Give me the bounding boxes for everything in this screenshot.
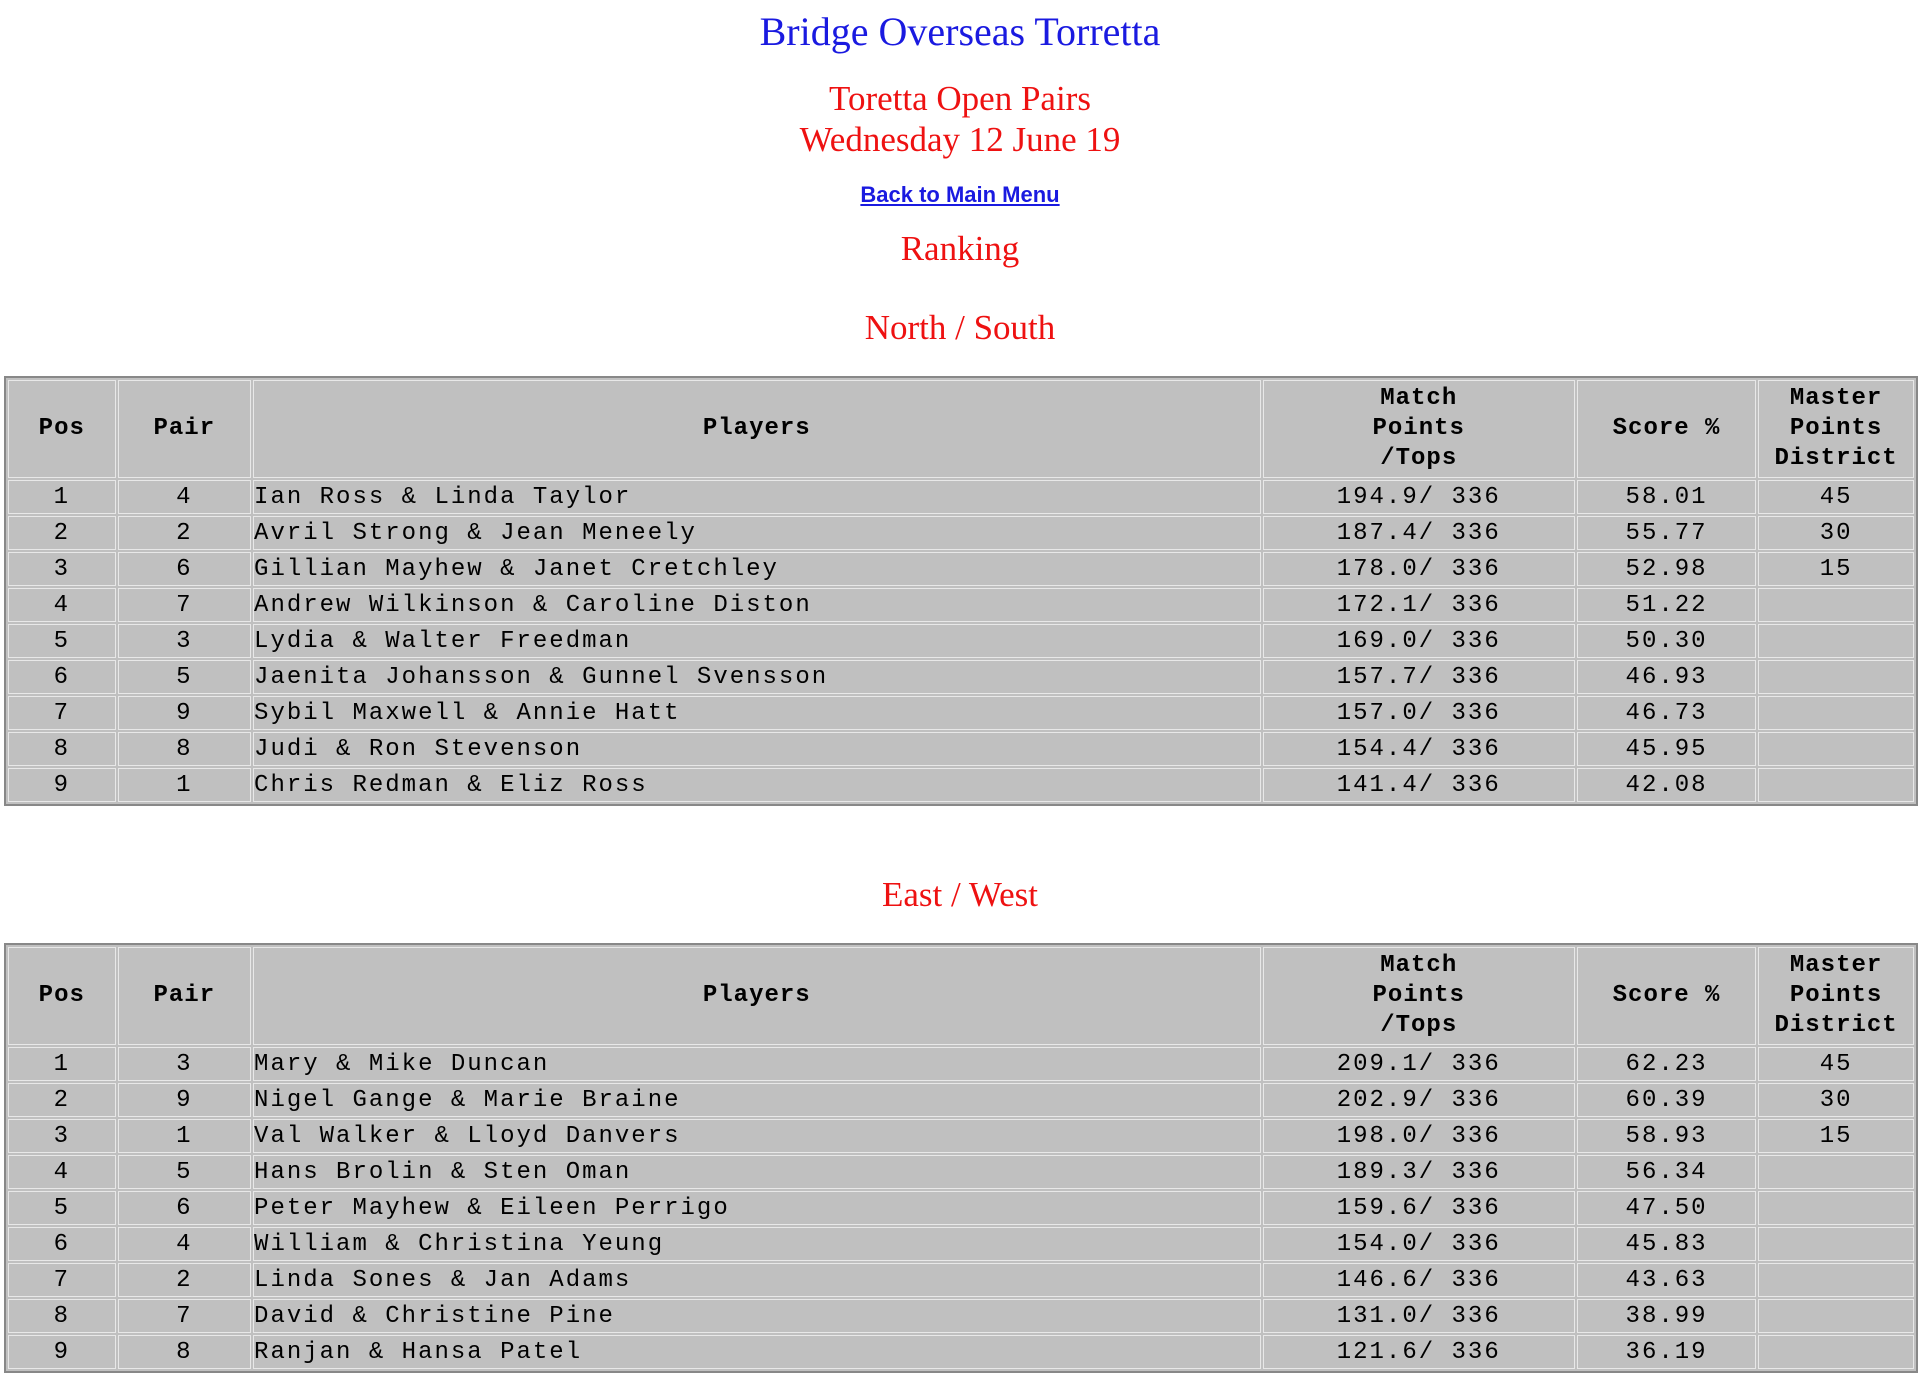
column-header-match-points <box>1263 380 1575 478</box>
score-cell: 42.08 <box>1577 768 1756 802</box>
north-south-title: North / South <box>864 308 1056 347</box>
score-cell: 50.30 <box>1577 624 1756 658</box>
back-to-main-menu-link[interactable]: Back to Main Menu <box>860 182 1060 207</box>
master-header-line1: Master <box>1789 952 1883 979</box>
score-cell: 45.83 <box>1577 1227 1756 1261</box>
match-points-cell: 202.9/ 336 <box>1263 1083 1575 1117</box>
pair-cell: 1 <box>118 768 251 802</box>
table-row <box>8 1047 1914 1081</box>
match-points-cell: 146.6/ 336 <box>1263 1263 1575 1297</box>
players-cell: Ranjan & Hansa Patel <box>253 1335 1260 1369</box>
pos-cell: 3 <box>8 552 116 586</box>
match-points-cell: 172.1/ 336 <box>1263 588 1575 622</box>
mp-header-line1: Match <box>1380 385 1458 412</box>
master-header-line2: Points <box>1789 982 1883 1009</box>
master-points-cell: 30 <box>1758 516 1914 550</box>
players-cell: Chris Redman & Eliz Ross <box>253 768 1260 802</box>
table-row <box>8 1263 1914 1297</box>
match-points-cell: 159.6/ 336 <box>1263 1191 1575 1225</box>
score-cell: 36.19 <box>1577 1335 1756 1369</box>
pos-cell: 3 <box>8 1119 116 1153</box>
players-cell: Peter Mayhew & Eileen Perrigo <box>253 1191 1260 1225</box>
master-header-line3: District <box>1774 445 1898 472</box>
pair-cell: 8 <box>118 1335 251 1369</box>
column-header-pos: Pos <box>8 947 116 1045</box>
pair-cell: 6 <box>118 552 251 586</box>
players-cell: Lydia & Walter Freedman <box>253 624 1260 658</box>
score-cell: 55.77 <box>1577 516 1756 550</box>
mp-header-line2: Points <box>1372 982 1465 1009</box>
table-row <box>8 480 1914 514</box>
master-points-cell <box>1758 660 1914 694</box>
mp-header-line1: Match <box>1380 952 1458 979</box>
score-cell: 52.98 <box>1577 552 1756 586</box>
match-points-cell: 154.0/ 336 <box>1263 1227 1575 1261</box>
event-name: Toretta Open Pairs <box>829 79 1091 118</box>
master-points-cell: 45 <box>1758 1047 1914 1081</box>
master-points-cell <box>1758 696 1914 730</box>
pair-cell: 4 <box>118 1227 251 1261</box>
master-points-cell <box>1758 1155 1914 1189</box>
table-row <box>8 588 1914 622</box>
match-points-cell: 209.1/ 336 <box>1263 1047 1575 1081</box>
table-row <box>8 624 1914 658</box>
column-header-pair: Pair <box>118 380 251 478</box>
mp-header-line2: Points <box>1372 415 1465 442</box>
pos-cell: 5 <box>8 1191 116 1225</box>
master-points-cell: 45 <box>1758 480 1914 514</box>
column-header-score: Score % <box>1577 380 1756 478</box>
column-header-master-points <box>1758 947 1914 1045</box>
ranking-title: Ranking <box>900 229 1020 268</box>
master-points-cell <box>1758 624 1914 658</box>
pos-cell: 6 <box>8 660 116 694</box>
pair-cell: 1 <box>118 1119 251 1153</box>
players-cell: William & Christina Yeung <box>253 1227 1260 1261</box>
match-points-cell: 169.0/ 336 <box>1263 624 1575 658</box>
pos-cell: 4 <box>8 1155 116 1189</box>
pos-cell: 4 <box>8 588 116 622</box>
players-cell: Andrew Wilkinson & Caroline Diston <box>253 588 1260 622</box>
pos-cell: 1 <box>8 1047 116 1081</box>
match-points-cell: 131.0/ 336 <box>1263 1299 1575 1333</box>
event-date: Wednesday 12 June 19 <box>799 120 1121 159</box>
event-heading <box>0 78 1920 160</box>
table-row <box>8 552 1914 586</box>
pair-cell: 9 <box>118 696 251 730</box>
column-header-players: Players <box>253 947 1260 1045</box>
master-points-cell <box>1758 1299 1914 1333</box>
master-header-line2: Points <box>1789 415 1883 442</box>
match-points-cell: 178.0/ 336 <box>1263 552 1575 586</box>
table-header-row <box>8 947 1914 1045</box>
table-row <box>8 1227 1914 1261</box>
score-cell: 58.93 <box>1577 1119 1756 1153</box>
score-cell: 56.34 <box>1577 1155 1756 1189</box>
players-cell: Nigel Gange & Marie Braine <box>253 1083 1260 1117</box>
mp-header-line3: /Tops <box>1380 1012 1458 1039</box>
pos-cell: 2 <box>8 516 116 550</box>
pair-cell: 7 <box>118 1299 251 1333</box>
table-header-row <box>8 380 1914 478</box>
players-cell: Val Walker & Lloyd Danvers <box>253 1119 1260 1153</box>
table-row <box>8 1191 1914 1225</box>
master-points-cell <box>1758 732 1914 766</box>
master-points-cell <box>1758 768 1914 802</box>
score-cell: 47.50 <box>1577 1191 1756 1225</box>
pair-cell: 4 <box>118 480 251 514</box>
table-row <box>8 1119 1914 1153</box>
score-cell: 43.63 <box>1577 1263 1756 1297</box>
table-row <box>8 1299 1914 1333</box>
pair-cell: 8 <box>118 732 251 766</box>
players-cell: Jaenita Johansson & Gunnel Svensson <box>253 660 1260 694</box>
column-header-master-points <box>1758 380 1914 478</box>
pos-cell: 7 <box>8 696 116 730</box>
match-points-cell: 157.0/ 336 <box>1263 696 1575 730</box>
master-points-cell: 30 <box>1758 1083 1914 1117</box>
table-row <box>8 696 1914 730</box>
match-points-cell: 194.9/ 336 <box>1263 480 1575 514</box>
players-cell: Judi & Ron Stevenson <box>253 732 1260 766</box>
master-header-line3: District <box>1774 1012 1898 1039</box>
pair-cell: 3 <box>118 1047 251 1081</box>
pos-cell: 6 <box>8 1227 116 1261</box>
east-west-table <box>4 943 1918 1373</box>
pair-cell: 5 <box>118 1155 251 1189</box>
score-cell: 51.22 <box>1577 588 1756 622</box>
players-cell: Avril Strong & Jean Meneely <box>253 516 1260 550</box>
pos-cell: 1 <box>8 480 116 514</box>
pair-cell: 9 <box>118 1083 251 1117</box>
north-south-rows <box>8 480 1914 802</box>
pos-cell: 7 <box>8 1263 116 1297</box>
east-west-title: East / West <box>882 875 1038 914</box>
match-points-cell: 121.6/ 336 <box>1263 1335 1575 1369</box>
players-cell: Ian Ross & Linda Taylor <box>253 480 1260 514</box>
score-cell: 46.93 <box>1577 660 1756 694</box>
match-points-cell: 189.3/ 336 <box>1263 1155 1575 1189</box>
players-cell: Hans Brolin & Sten Oman <box>253 1155 1260 1189</box>
club-title: Bridge Overseas Torretta <box>759 9 1161 54</box>
pair-cell: 2 <box>118 1263 251 1297</box>
match-points-cell: 154.4/ 336 <box>1263 732 1575 766</box>
pair-cell: 7 <box>118 588 251 622</box>
column-header-players: Players <box>253 380 1260 478</box>
mp-header-line3: /Tops <box>1380 445 1458 472</box>
score-cell: 62.23 <box>1577 1047 1756 1081</box>
match-points-cell: 198.0/ 336 <box>1263 1119 1575 1153</box>
players-cell: David & Christine Pine <box>253 1299 1260 1333</box>
score-cell: 45.95 <box>1577 732 1756 766</box>
score-cell: 46.73 <box>1577 696 1756 730</box>
players-cell: Gillian Mayhew & Janet Cretchley <box>253 552 1260 586</box>
pair-cell: 5 <box>118 660 251 694</box>
column-header-pair: Pair <box>118 947 251 1045</box>
table-row <box>8 768 1914 802</box>
match-points-cell: 157.7/ 336 <box>1263 660 1575 694</box>
east-west-rows <box>8 1047 1914 1369</box>
pair-cell: 2 <box>118 516 251 550</box>
table-row <box>8 732 1914 766</box>
match-points-cell: 187.4/ 336 <box>1263 516 1575 550</box>
players-cell: Mary & Mike Duncan <box>253 1047 1260 1081</box>
master-header-line1: Master <box>1789 385 1883 412</box>
master-points-cell <box>1758 1191 1914 1225</box>
table-row <box>8 1083 1914 1117</box>
score-cell: 58.01 <box>1577 480 1756 514</box>
master-points-cell <box>1758 1335 1914 1369</box>
column-header-pos: Pos <box>8 380 116 478</box>
column-header-match-points <box>1263 947 1575 1045</box>
players-cell: Linda Sones & Jan Adams <box>253 1263 1260 1297</box>
pos-cell: 8 <box>8 1299 116 1333</box>
pair-cell: 3 <box>118 624 251 658</box>
players-cell: Sybil Maxwell & Annie Hatt <box>253 696 1260 730</box>
pair-cell: 6 <box>118 1191 251 1225</box>
table-row <box>8 660 1914 694</box>
north-south-table <box>4 376 1918 806</box>
column-header-score: Score % <box>1577 947 1756 1045</box>
master-points-cell: 15 <box>1758 552 1914 586</box>
page-header <box>0 0 1920 348</box>
pos-cell: 8 <box>8 732 116 766</box>
pos-cell: 9 <box>8 1335 116 1369</box>
master-points-cell: 15 <box>1758 1119 1914 1153</box>
pos-cell: 9 <box>8 768 116 802</box>
table-row <box>8 1155 1914 1189</box>
master-points-cell <box>1758 1263 1914 1297</box>
pos-cell: 5 <box>8 624 116 658</box>
master-points-cell <box>1758 1227 1914 1261</box>
score-cell: 60.39 <box>1577 1083 1756 1117</box>
master-points-cell <box>1758 588 1914 622</box>
match-points-cell: 141.4/ 336 <box>1263 768 1575 802</box>
score-cell: 38.99 <box>1577 1299 1756 1333</box>
table-row <box>8 1335 1914 1369</box>
pos-cell: 2 <box>8 1083 116 1117</box>
table-row <box>8 516 1914 550</box>
